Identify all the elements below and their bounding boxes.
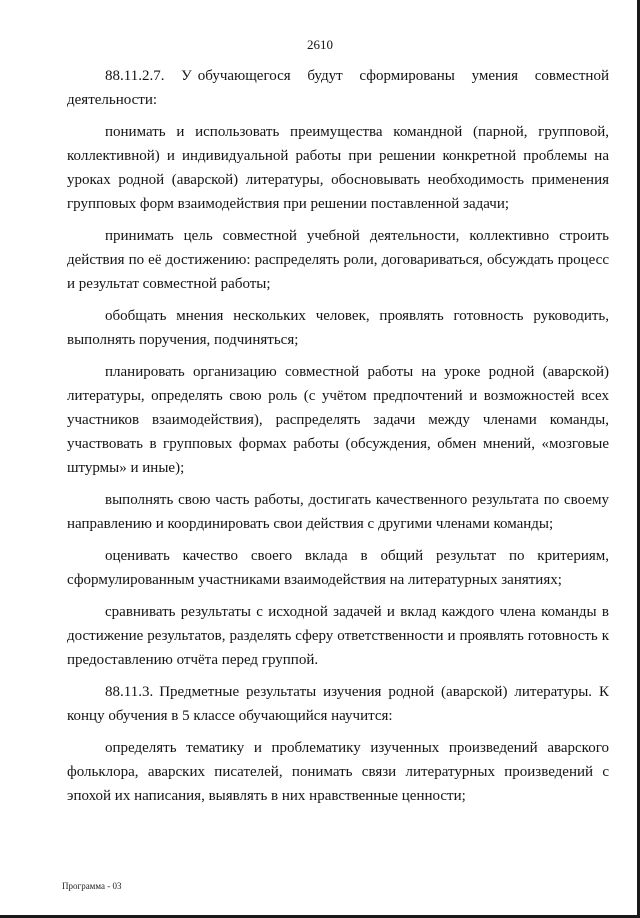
- paragraph: обобщать мнения нескольких человек, проявлять готовность руководить, выполнять поручения, подчиняться;: [67, 308, 609, 348]
- document-body: [67, 64, 609, 816]
- section-number: 88.11.2.7. У: [105, 68, 192, 84]
- paragraph: понимать и использовать преимущества командной (парной, групповой, коллективной) и индивидуальной работы при решении конкретной проблемы на уроках родной (аварской) литературы, обосновывать необходимость применения групповых форм взаимодействия при решении поставленной задачи;: [67, 124, 609, 212]
- paragraph-section-88-11-3: [67, 680, 609, 728]
- paragraph: определять тематику и проблематику изученных произведений аварского фольклора, аварских писателей, понимать связи литературных произведений с эпохой их написания, выявлять в них нравственные ценности;: [67, 740, 609, 804]
- paragraph: сравнивать результаты с исходной задачей и вклад каждого члена команды в достижение результатов, разделять сферу ответственности и проявлять готовность к предоставлению отчёта перед группой.: [67, 604, 609, 668]
- section-number: 88.11.3.: [105, 684, 154, 700]
- paragraph: планировать организацию совместной работы на уроке родной (аварской) литературы, определять свою роль (с учётом предпочтений и возможностей всех участников взаимодействия), распределять задачи между членами команды, участвовать в групповых формах работы (обсуждения, обмен мнений, «мозговые штурмы» и иные);: [67, 364, 609, 476]
- paragraph-section-88-11-2-7: [67, 64, 609, 112]
- paragraph-text: Предметные результаты изучения родной (аварской) литературы. К концу обучения в 5 классе обучающийся научится:: [67, 684, 609, 724]
- paragraph-text: обучающегося будут сформированы умения совместной деятельности:: [67, 68, 609, 108]
- page-number: 2610: [307, 37, 333, 52]
- paragraph: оценивать качество своего вклада в общий результат по критериям, сформулированным участниками взаимодействия на литературных занятиях;: [67, 548, 609, 588]
- paragraph: принимать цель совместной учебной деятельности, коллективно строить действия по её достижению: распределять роли, договариваться, обсуждать процесс и результат совместной работы;: [67, 228, 609, 292]
- footer-label: Программа - 03: [62, 881, 122, 891]
- paragraph: выполнять свою часть работы, достигать качественного результата по своему направлению и координировать свои действия с другими членами команды;: [67, 492, 609, 532]
